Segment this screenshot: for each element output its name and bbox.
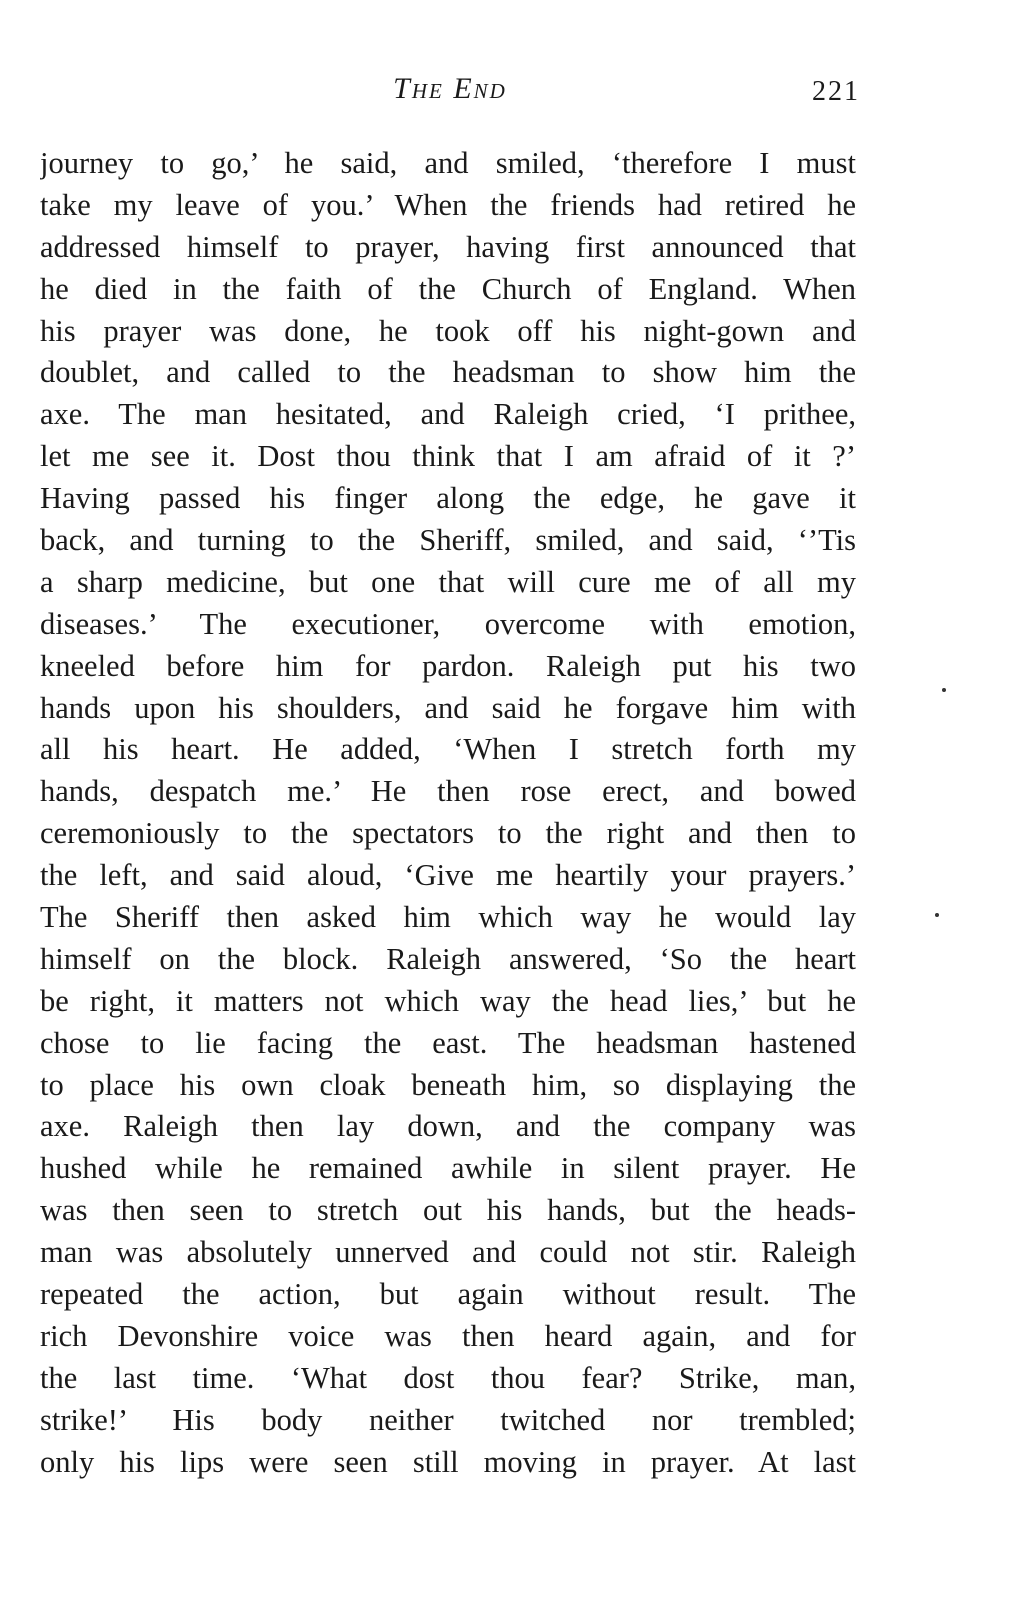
text-line: he died in the faith of the Church of England. When bbox=[40, 271, 856, 306]
text-line: to place his own cloak beneath him, so displaying the bbox=[40, 1067, 856, 1102]
text-line: let me see it. Dost thou think that I am afraid of it ?’ bbox=[40, 439, 856, 474]
text-line: ceremoniously to the spectators to the right and then to bbox=[40, 816, 856, 851]
text-line: his prayer was done, he took off his night-gown and bbox=[40, 313, 856, 348]
text-line: a sharp medicine, but one that will cure me of all my bbox=[40, 564, 856, 599]
text-line: journey to go,’ he said, and smiled, ‘therefore I must bbox=[40, 146, 856, 180]
text-line: Having passed his finger along the edge, he gave it bbox=[40, 481, 856, 516]
scan-speck bbox=[942, 688, 946, 692]
text-line: hands upon his shoulders, and said he forgave him with bbox=[40, 690, 856, 725]
text-line: the last time. ‘What dost thou fear? Strike, man, bbox=[40, 1360, 856, 1395]
text-line: hands, despatch me.’ He then rose erect, and bowed bbox=[40, 774, 856, 809]
text-line: back, and turning to the Sheriff, smiled, and said, ‘’Tis bbox=[40, 523, 856, 558]
text-line: kneeled before him for pardon. Raleigh put his two bbox=[40, 648, 856, 683]
text-line: all his heart. He added, ‘When I stretch forth my bbox=[40, 732, 856, 767]
chapter-title: The End bbox=[393, 72, 507, 105]
text-line: axe. Raleigh then lay down, and the company was bbox=[40, 1109, 856, 1144]
text-line: repeated the action, but again without result. The bbox=[40, 1277, 856, 1312]
text-line: addressed himself to prayer, having first announced that bbox=[40, 229, 856, 264]
text-line: strike!’ His body neither twitched nor trembled; bbox=[40, 1402, 856, 1437]
text-line: diseases.’ The executioner, overcome with emotion, bbox=[40, 606, 856, 641]
text-line: the left, and said aloud, ‘Give me heartily your prayers.’ bbox=[40, 858, 856, 893]
text-line: hushed while he remained awhile in silent prayer. He bbox=[40, 1151, 856, 1186]
text-line: man was absolutely unnerved and could not stir. Raleigh bbox=[40, 1235, 856, 1270]
text-line: rich Devonshire voice was then heard again, and for bbox=[40, 1318, 856, 1353]
text-line: chose to lie facing the east. The headsman hastened bbox=[40, 1025, 856, 1060]
running-head bbox=[40, 72, 860, 112]
text-line: doublet, and called to the headsman to show him the bbox=[40, 355, 856, 390]
text-line: himself on the block. Raleigh answered, ‘So the heart bbox=[40, 941, 856, 976]
text-line: only his lips were seen still moving in prayer. At last bbox=[40, 1444, 856, 1479]
body-text bbox=[40, 143, 856, 1484]
text-line: was then seen to stretch out his hands, but the heads- bbox=[40, 1193, 856, 1228]
text-line: The Sheriff then asked him which way he would lay bbox=[40, 900, 856, 935]
text-line: take my leave of you.’ When the friends had retired he bbox=[40, 187, 856, 222]
text-line: axe. The man hesitated, and Raleigh cried, ‘I prithee, bbox=[40, 397, 856, 432]
page-number: 221 bbox=[812, 76, 860, 107]
text-line: be right, it matters not which way the head lies,’ but he bbox=[40, 983, 856, 1018]
scan-speck bbox=[935, 913, 939, 917]
